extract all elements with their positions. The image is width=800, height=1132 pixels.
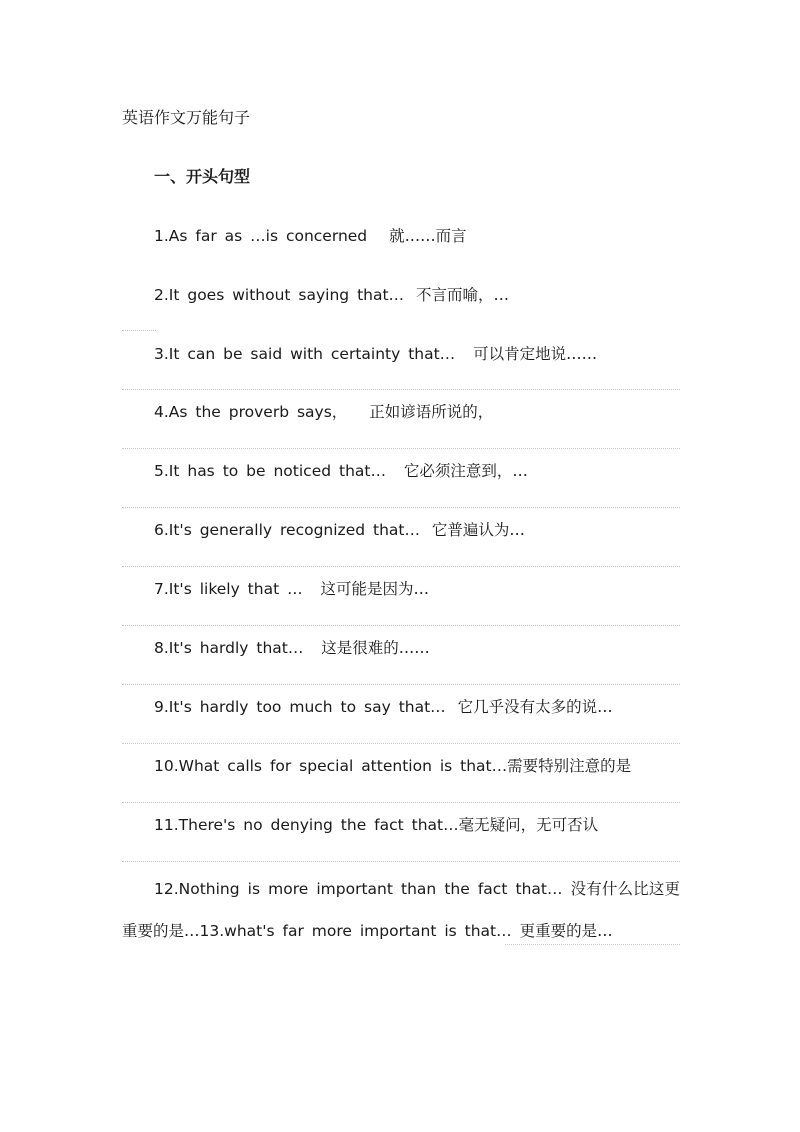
document-title: 英语作文万能句子	[122, 108, 251, 127]
sentence-cn: 这是很难的……	[321, 639, 430, 657]
sentence-4	[154, 400, 680, 424]
divider	[122, 566, 680, 567]
sentence-12-13	[122, 868, 680, 952]
sentence-8	[154, 636, 680, 660]
sentence-cn: 可以肯定地说……	[473, 345, 598, 363]
sentence-cn: 正如谚语所说的，	[369, 403, 494, 421]
entry-line-1	[122, 868, 680, 910]
sentence-10	[154, 754, 680, 778]
sentence-11	[154, 813, 680, 837]
sentence-9	[154, 695, 680, 719]
sentence-en: 9.It's hardly too much to say that…	[154, 698, 446, 716]
sentence-en: 7.It's likely that …	[154, 580, 303, 598]
sentence-cn: 更重要的是…	[519, 922, 613, 940]
sentence-en: 1.As far as …is concerned	[154, 227, 368, 245]
sentence-en: 3.It can be said with certainty that…	[154, 345, 456, 363]
sentence-cn: 它普遍认为…	[431, 521, 525, 539]
divider	[122, 802, 680, 803]
divider	[122, 743, 680, 744]
divider	[122, 448, 680, 449]
sentence-cn: 这可能是因为…	[320, 580, 430, 598]
sentence-7	[154, 577, 680, 601]
sentence-en: 4.As the proverb says，	[154, 403, 348, 421]
sentence-en: 2.It goes without saying that…	[154, 286, 405, 304]
entry-line-2	[122, 910, 680, 952]
sentence-cn: 需要特别注意的是	[507, 757, 632, 775]
sentence-cn: 就……而言	[389, 227, 467, 245]
sentence-en: 12.Nothing is more important than the fact that…	[154, 880, 563, 898]
sentence-cn: 它几乎没有太多的说…	[457, 698, 613, 716]
divider	[122, 330, 156, 331]
sentence-cn: 毫无疑问，无可否认	[458, 816, 599, 834]
sentence-en: 13.what's far more important is that…	[199, 922, 512, 940]
sentence-en: 8.It's hardly that…	[154, 639, 304, 657]
sentence-en: 11.There's no denying the fact that…	[154, 816, 459, 834]
sentence-cn: 没有什么比这更	[570, 880, 680, 898]
sentence-1	[154, 224, 680, 248]
divider	[122, 684, 680, 685]
divider	[122, 507, 680, 508]
sentence-cn: 它必须注意到，…	[403, 462, 528, 480]
sentence-cn: 不言而喻，…	[415, 286, 509, 304]
sentence-5	[154, 459, 680, 483]
divider	[122, 389, 680, 390]
sentence-en: 10.What calls for special attention is that…	[154, 757, 508, 775]
section-heading: 一、开头句型	[154, 167, 251, 186]
sentence-3	[154, 342, 680, 366]
sentence-6	[154, 518, 680, 542]
divider	[505, 944, 680, 945]
sentence-en: 5.It has to be noticed that…	[154, 462, 386, 480]
divider	[122, 625, 680, 626]
sentence-en: 6.It's generally recognized that…	[154, 521, 420, 539]
divider	[122, 861, 680, 862]
sentence-cn: 重要的是…	[122, 922, 200, 940]
sentence-2	[154, 283, 680, 307]
